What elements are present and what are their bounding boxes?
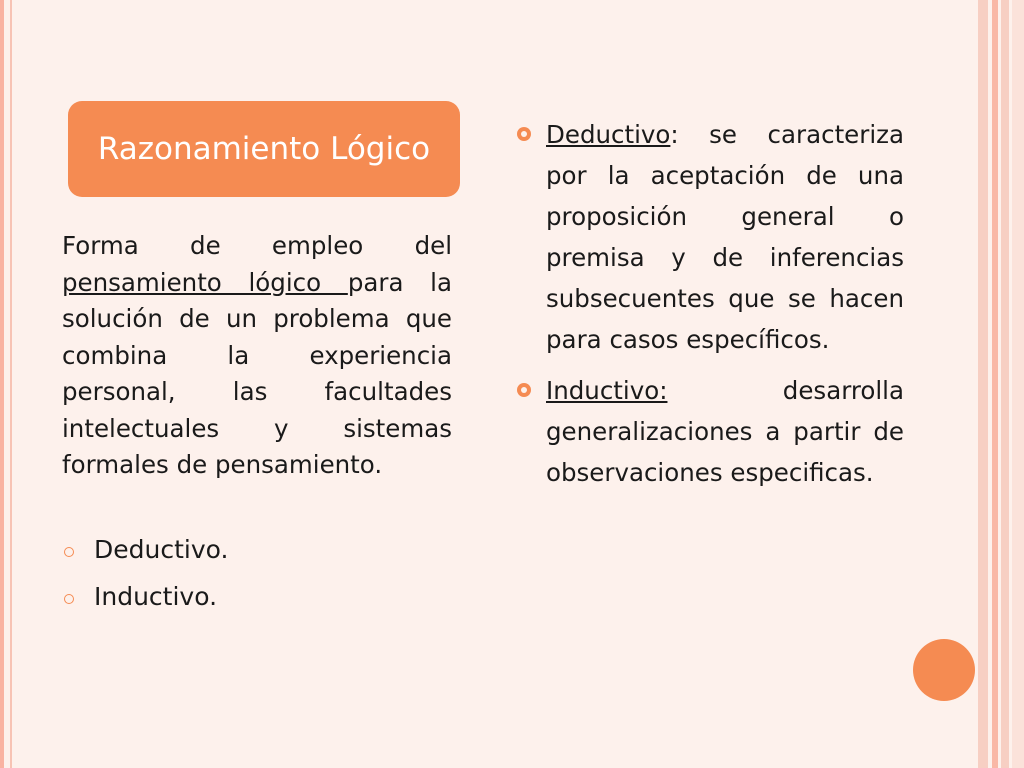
orange-circle-bullet-icon	[517, 127, 531, 141]
list-item-label: Inductivo.	[94, 582, 218, 611]
slide-title: Razonamiento Lógico	[97, 131, 431, 167]
right-border-stripe	[978, 0, 988, 768]
detail-term: Inductivo:	[546, 376, 668, 405]
right-border-stripe	[1012, 0, 1024, 768]
definition-text-start: Forma de empleo del	[62, 231, 452, 260]
definition-text-end: para la solución de un problema que combina la experiencia personal, las facultades intelectuales y sistemas formales de pensamiento.	[62, 267, 452, 479]
detail-item-inductivo	[514, 370, 904, 493]
title-box	[68, 101, 460, 197]
left-border-line-thin	[10, 0, 12, 768]
details-list	[514, 114, 904, 503]
left-border-line	[0, 0, 4, 768]
list-item	[62, 530, 452, 577]
right-border-stripe	[992, 0, 998, 768]
definition-paragraph	[62, 228, 452, 484]
list-item-label: Deductivo.	[94, 535, 229, 564]
detail-item-deductivo	[514, 114, 904, 360]
orange-circle-bullet-icon	[517, 383, 531, 397]
ring-bullet-icon	[64, 547, 74, 557]
ring-bullet-icon	[64, 594, 74, 604]
decorative-circle	[913, 639, 975, 701]
types-list	[62, 530, 452, 624]
detail-text: : se caracteriza por la aceptación de una proposición general o premisa y de inferencias subsecuentes que se hacen para casos específicos.	[546, 120, 904, 354]
list-item	[62, 577, 452, 624]
detail-text: desarrolla generalizaciones a partir de observaciones especificas.	[546, 376, 904, 487]
detail-term: Deductivo	[546, 120, 671, 149]
definition-underlined-term: pensamiento lógico	[62, 267, 348, 297]
right-border-stripe	[1001, 0, 1009, 768]
